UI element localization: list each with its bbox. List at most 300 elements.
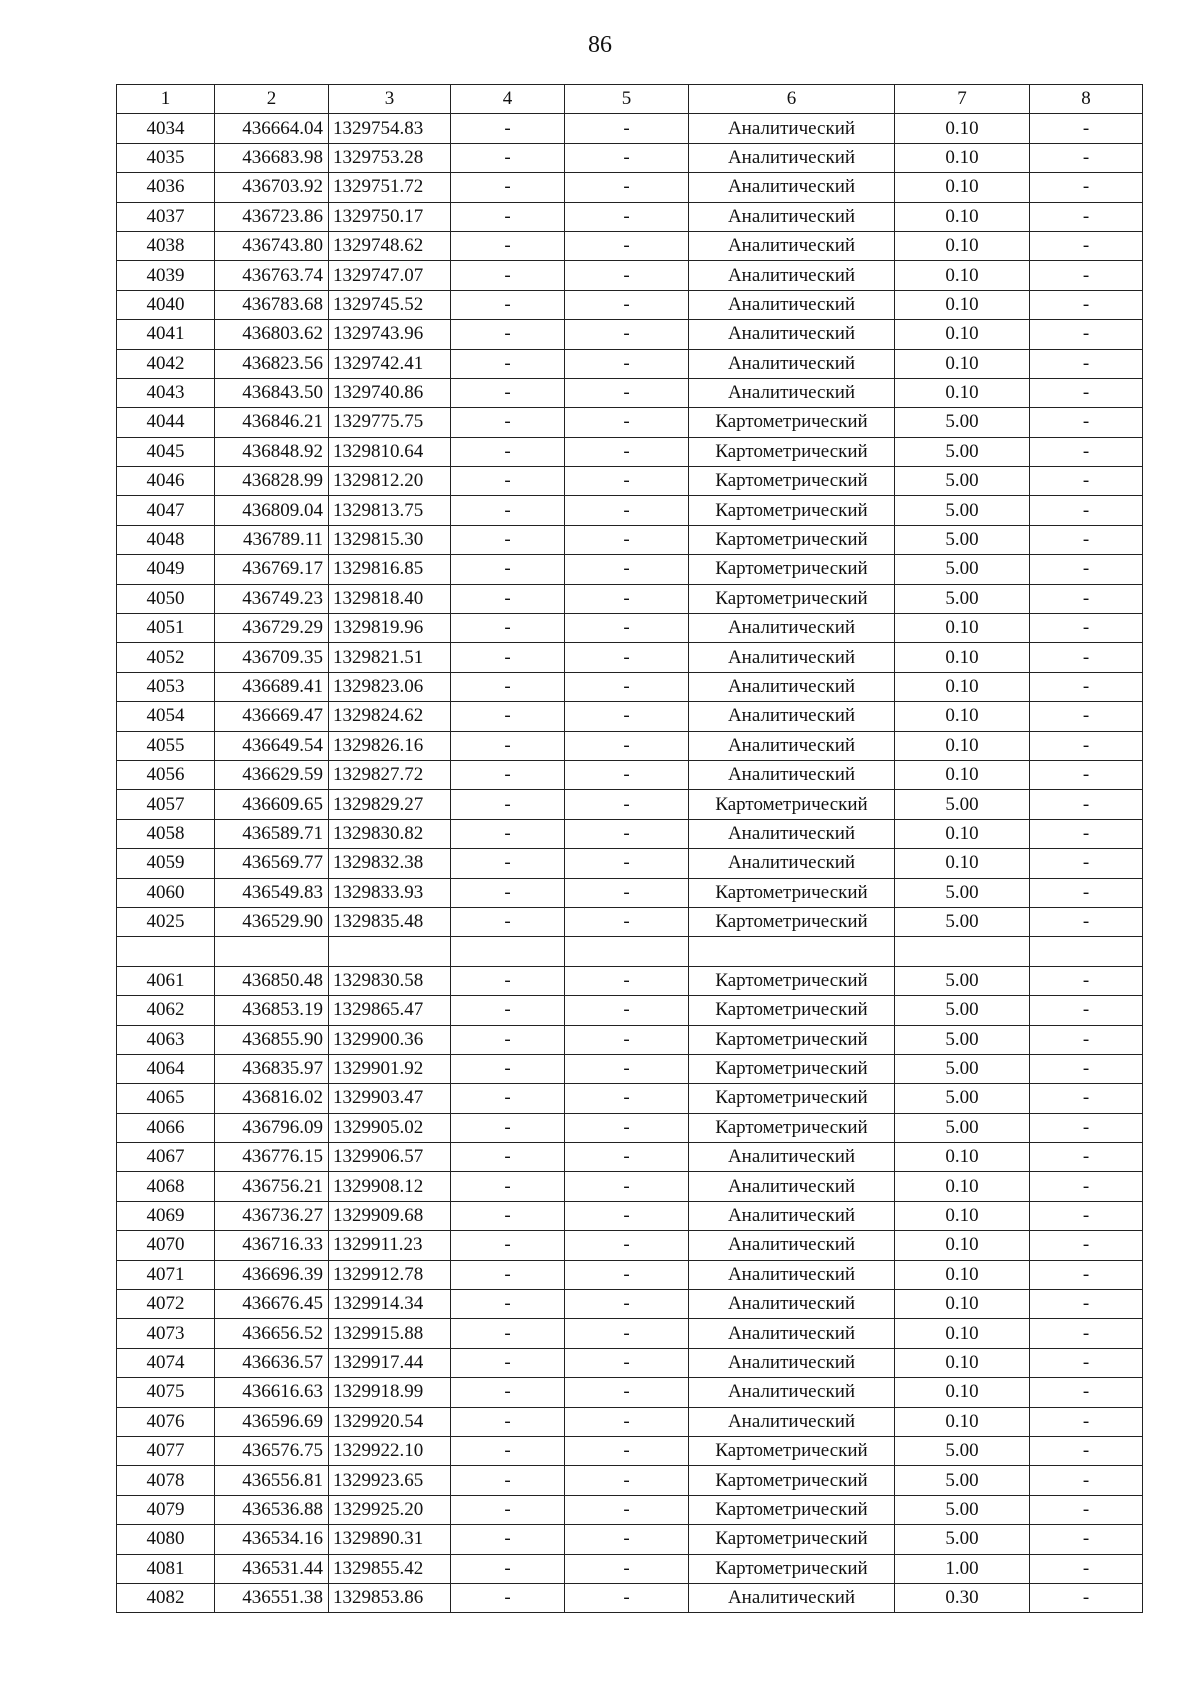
method-cell: Картометрический [689,878,895,907]
point-number-cell: 4060 [117,878,215,907]
column-4-cell: - [451,1260,565,1289]
table-row [117,496,1143,525]
column-4-cell: - [451,1172,565,1201]
x-coordinate-cell: 436803.62 [215,320,329,349]
x-coordinate-cell: 436743.80 [215,231,329,260]
x-coordinate-cell: 436656.52 [215,1319,329,1348]
point-number-cell: 4051 [117,614,215,643]
column-header: 7 [895,85,1030,114]
x-coordinate-cell: 436769.17 [215,555,329,584]
x-coordinate-cell: 436576.75 [215,1436,329,1465]
x-coordinate-cell: 436823.56 [215,349,329,378]
y-coordinate-cell: 1329823.06 [329,672,451,701]
column-4-cell: - [451,1348,565,1377]
method-cell: Аналитический [689,731,895,760]
accuracy-cell: 0.10 [895,1143,1030,1172]
y-coordinate-cell: 1329853.86 [329,1583,451,1612]
point-number-cell: 4047 [117,496,215,525]
method-cell: Аналитический [689,1231,895,1260]
column-8-cell: - [1030,1054,1143,1083]
column-4-cell: - [451,1231,565,1260]
accuracy-cell: 0.10 [895,1378,1030,1407]
x-coordinate-cell: 436636.57 [215,1348,329,1377]
column-5-cell: - [565,437,689,466]
point-number-cell: 4059 [117,849,215,878]
accuracy-cell: 5.00 [895,1084,1030,1113]
point-number-cell: 4043 [117,378,215,407]
column-4-cell: - [451,1554,565,1583]
method-cell: Аналитический [689,320,895,349]
table-row [117,349,1143,378]
column-4-cell: - [451,290,565,319]
column-4-cell: - [451,907,565,936]
point-number-cell: 4050 [117,584,215,613]
column-8-cell: - [1030,1260,1143,1289]
column-4-cell: - [451,231,565,260]
column-8-cell: - [1030,790,1143,819]
table-row [117,290,1143,319]
method-cell: Аналитический [689,1348,895,1377]
column-5-cell: - [565,1407,689,1436]
method-cell: Картометрический [689,1525,895,1554]
method-cell: Аналитический [689,143,895,172]
accuracy-cell: 0.30 [895,1583,1030,1612]
y-coordinate-cell: 1329818.40 [329,584,451,613]
point-number-cell: 4045 [117,437,215,466]
column-5-cell [565,937,689,966]
point-number-cell: 4064 [117,1054,215,1083]
column-4-cell: - [451,702,565,731]
table-row [117,173,1143,202]
point-number-cell: 4076 [117,1407,215,1436]
column-4-cell: - [451,1143,565,1172]
method-cell: Аналитический [689,1290,895,1319]
column-5-cell: - [565,878,689,907]
accuracy-cell: 5.00 [895,907,1030,936]
column-5-cell: - [565,408,689,437]
method-cell: Аналитический [689,1319,895,1348]
table-row [117,1348,1143,1377]
table-row [117,1407,1143,1436]
point-number-cell: 4041 [117,320,215,349]
point-number-cell: 4061 [117,966,215,995]
x-coordinate-cell: 436843.50 [215,378,329,407]
column-5-cell: - [565,467,689,496]
y-coordinate-cell: 1329826.16 [329,731,451,760]
column-8-cell: - [1030,672,1143,701]
table-row [117,1084,1143,1113]
method-cell: Картометрический [689,1466,895,1495]
accuracy-cell: 0.10 [895,143,1030,172]
accuracy-cell [895,937,1030,966]
column-5-cell: - [565,1583,689,1612]
column-8-cell: - [1030,1201,1143,1230]
y-coordinate-cell: 1329917.44 [329,1348,451,1377]
column-5-cell: - [565,114,689,143]
table-row [117,584,1143,613]
table-row [117,114,1143,143]
x-coordinate-cell: 436809.04 [215,496,329,525]
column-8-cell: - [1030,1084,1143,1113]
x-coordinate-cell: 436729.29 [215,614,329,643]
column-8-cell: - [1030,878,1143,907]
accuracy-cell: 0.10 [895,349,1030,378]
column-5-cell: - [565,760,689,789]
x-coordinate-cell: 436749.23 [215,584,329,613]
x-coordinate-cell: 436835.97 [215,1054,329,1083]
column-5-cell: - [565,202,689,231]
column-4-cell: - [451,819,565,848]
method-cell: Аналитический [689,261,895,290]
column-5-cell: - [565,849,689,878]
y-coordinate-cell: 1329815.30 [329,525,451,554]
point-number-cell: 4048 [117,525,215,554]
point-number-cell: 4065 [117,1084,215,1113]
method-cell: Аналитический [689,1407,895,1436]
x-coordinate-cell: 436676.45 [215,1290,329,1319]
column-5-cell: - [565,1319,689,1348]
table-row [117,849,1143,878]
x-coordinate-cell: 436536.88 [215,1495,329,1524]
accuracy-cell: 5.00 [895,966,1030,995]
column-4-cell: - [451,525,565,554]
column-5-cell: - [565,966,689,995]
x-coordinate-cell: 436723.86 [215,202,329,231]
y-coordinate-cell: 1329909.68 [329,1201,451,1230]
table-row [117,320,1143,349]
point-number-cell: 4053 [117,672,215,701]
method-cell: Аналитический [689,1172,895,1201]
column-8-cell: - [1030,996,1143,1025]
column-8-cell: - [1030,555,1143,584]
x-coordinate-cell: 436609.65 [215,790,329,819]
table-row [117,1319,1143,1348]
point-number-cell [117,937,215,966]
x-coordinate-cell: 436853.19 [215,996,329,1025]
column-8-cell: - [1030,966,1143,995]
table-row [117,1201,1143,1230]
table-row [117,143,1143,172]
column-5-cell: - [565,496,689,525]
column-4-cell: - [451,173,565,202]
column-8-cell: - [1030,261,1143,290]
point-number-cell: 4052 [117,643,215,672]
method-cell: Картометрический [689,996,895,1025]
y-coordinate-cell: 1329813.75 [329,496,451,525]
accuracy-cell: 0.10 [895,173,1030,202]
column-5-cell: - [565,996,689,1025]
x-coordinate-cell: 436683.98 [215,143,329,172]
column-4-cell: - [451,966,565,995]
table-row [117,1290,1143,1319]
x-coordinate-cell: 436828.99 [215,467,329,496]
point-number-cell: 4079 [117,1495,215,1524]
accuracy-cell: 0.10 [895,731,1030,760]
method-cell: Аналитический [689,760,895,789]
x-coordinate-cell: 436534.16 [215,1525,329,1554]
table-row [117,1525,1143,1554]
method-cell: Картометрический [689,1025,895,1054]
accuracy-cell: 5.00 [895,584,1030,613]
accuracy-cell: 5.00 [895,878,1030,907]
table-row [117,760,1143,789]
accuracy-cell: 0.10 [895,672,1030,701]
column-8-cell: - [1030,614,1143,643]
table-row [117,731,1143,760]
method-cell: Аналитический [689,1583,895,1612]
column-5-cell: - [565,1554,689,1583]
accuracy-cell: 0.10 [895,1319,1030,1348]
column-8-cell: - [1030,731,1143,760]
column-5-cell: - [565,614,689,643]
method-cell: Аналитический [689,349,895,378]
x-coordinate-cell: 436669.47 [215,702,329,731]
x-coordinate-cell: 436796.09 [215,1113,329,1142]
table-row [117,378,1143,407]
y-coordinate-cell: 1329748.62 [329,231,451,260]
accuracy-cell: 0.10 [895,378,1030,407]
point-number-cell: 4062 [117,996,215,1025]
column-4-cell: - [451,1319,565,1348]
column-4-cell: - [451,878,565,907]
accuracy-cell: 0.10 [895,1172,1030,1201]
y-coordinate-cell: 1329821.51 [329,643,451,672]
column-5-cell: - [565,584,689,613]
column-8-cell: - [1030,1143,1143,1172]
accuracy-cell: 5.00 [895,555,1030,584]
column-8-cell: - [1030,202,1143,231]
column-5-cell: - [565,1260,689,1289]
column-4-cell: - [451,1201,565,1230]
column-header: 3 [329,85,451,114]
table-row [117,937,1143,966]
y-coordinate-cell: 1329753.28 [329,143,451,172]
y-coordinate-cell: 1329812.20 [329,467,451,496]
column-5-cell: - [565,1290,689,1319]
column-8-cell: - [1030,1319,1143,1348]
column-8-cell: - [1030,1348,1143,1377]
method-cell: Аналитический [689,231,895,260]
column-8-cell: - [1030,1436,1143,1465]
x-coordinate-cell [215,937,329,966]
method-cell: Аналитический [689,702,895,731]
column-4-cell: - [451,1113,565,1142]
method-cell: Аналитический [689,849,895,878]
method-cell: Аналитический [689,672,895,701]
column-4-cell: - [451,1054,565,1083]
point-number-cell: 4040 [117,290,215,319]
y-coordinate-cell: 1329903.47 [329,1084,451,1113]
column-5-cell: - [565,231,689,260]
accuracy-cell: 0.10 [895,760,1030,789]
table-row [117,1025,1143,1054]
table-row [117,907,1143,936]
column-4-cell: - [451,555,565,584]
x-coordinate-cell: 436696.39 [215,1260,329,1289]
method-cell: Картометрический [689,1495,895,1524]
table-row [117,966,1143,995]
x-coordinate-cell: 436531.44 [215,1554,329,1583]
method-cell: Картометрический [689,496,895,525]
accuracy-cell: 1.00 [895,1554,1030,1583]
column-4-cell: - [451,1466,565,1495]
column-5-cell: - [565,1113,689,1142]
table-row [117,1554,1143,1583]
coordinates-table [116,84,1143,1613]
x-coordinate-cell: 436816.02 [215,1084,329,1113]
column-5-cell: - [565,320,689,349]
point-number-cell: 4035 [117,143,215,172]
table-row [117,1583,1143,1612]
column-8-cell: - [1030,1466,1143,1495]
point-number-cell: 4077 [117,1436,215,1465]
column-5-cell: - [565,790,689,819]
column-8-cell: - [1030,1231,1143,1260]
table-row [117,1436,1143,1465]
column-8-cell: - [1030,496,1143,525]
y-coordinate-cell: 1329824.62 [329,702,451,731]
column-5-cell: - [565,1436,689,1465]
table-row [117,672,1143,701]
table-row [117,1466,1143,1495]
point-number-cell: 4078 [117,1466,215,1495]
table-header-row [117,85,1143,114]
column-4-cell: - [451,378,565,407]
method-cell: Картометрический [689,437,895,466]
accuracy-cell: 5.00 [895,1525,1030,1554]
method-cell: Картометрический [689,584,895,613]
x-coordinate-cell: 436551.38 [215,1583,329,1612]
accuracy-cell: 5.00 [895,408,1030,437]
accuracy-cell: 5.00 [895,1054,1030,1083]
accuracy-cell: 0.10 [895,1407,1030,1436]
table-row [117,819,1143,848]
point-number-cell: 4038 [117,231,215,260]
column-4-cell: - [451,320,565,349]
point-number-cell: 4071 [117,1260,215,1289]
accuracy-cell: 0.10 [895,849,1030,878]
x-coordinate-cell: 436589.71 [215,819,329,848]
column-4-cell: - [451,790,565,819]
x-coordinate-cell: 436763.74 [215,261,329,290]
column-header: 5 [565,85,689,114]
column-5-cell: - [565,261,689,290]
column-5-cell: - [565,525,689,554]
point-number-cell: 4075 [117,1378,215,1407]
y-coordinate-cell: 1329775.75 [329,408,451,437]
y-coordinate-cell [329,937,451,966]
method-cell: Аналитический [689,290,895,319]
table-row [117,1054,1143,1083]
column-8-cell: - [1030,907,1143,936]
method-cell: Картометрический [689,1054,895,1083]
point-number-cell: 4068 [117,1172,215,1201]
y-coordinate-cell: 1329900.36 [329,1025,451,1054]
y-coordinate-cell: 1329830.82 [329,819,451,848]
method-cell: Аналитический [689,614,895,643]
method-cell: Картометрический [689,467,895,496]
method-cell: Картометрический [689,555,895,584]
method-cell: Картометрический [689,1113,895,1142]
method-cell: Картометрический [689,1436,895,1465]
y-coordinate-cell: 1329832.38 [329,849,451,878]
accuracy-cell: 0.10 [895,320,1030,349]
column-8-cell: - [1030,467,1143,496]
method-cell: Картометрический [689,790,895,819]
column-5-cell: - [565,1525,689,1554]
y-coordinate-cell: 1329829.27 [329,790,451,819]
column-5-cell: - [565,1143,689,1172]
point-number-cell: 4057 [117,790,215,819]
accuracy-cell: 0.10 [895,202,1030,231]
column-4-cell: - [451,143,565,172]
accuracy-cell: 0.10 [895,261,1030,290]
column-8-cell: - [1030,1407,1143,1436]
column-header: 4 [451,85,565,114]
column-4-cell: - [451,349,565,378]
x-coordinate-cell: 436549.83 [215,878,329,907]
x-coordinate-cell: 436756.21 [215,1172,329,1201]
column-5-cell: - [565,349,689,378]
table-row [117,702,1143,731]
y-coordinate-cell: 1329754.83 [329,114,451,143]
column-4-cell: - [451,1025,565,1054]
method-cell: Картометрический [689,966,895,995]
method-cell: Аналитический [689,1201,895,1230]
method-cell: Аналитический [689,1378,895,1407]
y-coordinate-cell: 1329901.92 [329,1054,451,1083]
table-row [117,643,1143,672]
column-header: 6 [689,85,895,114]
column-5-cell: - [565,290,689,319]
x-coordinate-cell: 436783.68 [215,290,329,319]
accuracy-cell: 0.10 [895,614,1030,643]
column-8-cell: - [1030,378,1143,407]
table-row [117,261,1143,290]
accuracy-cell: 0.10 [895,643,1030,672]
point-number-cell: 4072 [117,1290,215,1319]
point-number-cell: 4049 [117,555,215,584]
accuracy-cell: 0.10 [895,1348,1030,1377]
accuracy-cell: 0.10 [895,1290,1030,1319]
y-coordinate-cell: 1329918.99 [329,1378,451,1407]
point-number-cell: 4037 [117,202,215,231]
column-5-cell: - [565,672,689,701]
column-4-cell: - [451,437,565,466]
column-4-cell: - [451,408,565,437]
y-coordinate-cell: 1329810.64 [329,437,451,466]
point-number-cell: 4036 [117,173,215,202]
accuracy-cell: 5.00 [895,496,1030,525]
method-cell: Картометрический [689,525,895,554]
accuracy-cell: 5.00 [895,996,1030,1025]
y-coordinate-cell: 1329819.96 [329,614,451,643]
x-coordinate-cell: 436850.48 [215,966,329,995]
point-number-cell: 4070 [117,1231,215,1260]
column-8-cell: - [1030,173,1143,202]
accuracy-cell: 5.00 [895,1495,1030,1524]
column-8-cell [1030,937,1143,966]
method-cell: Картометрический [689,1084,895,1113]
y-coordinate-cell: 1329751.72 [329,173,451,202]
column-header: 1 [117,85,215,114]
table-row [117,202,1143,231]
y-coordinate-cell: 1329905.02 [329,1113,451,1142]
y-coordinate-cell: 1329742.41 [329,349,451,378]
column-4-cell: - [451,261,565,290]
y-coordinate-cell: 1329740.86 [329,378,451,407]
point-number-cell: 4055 [117,731,215,760]
